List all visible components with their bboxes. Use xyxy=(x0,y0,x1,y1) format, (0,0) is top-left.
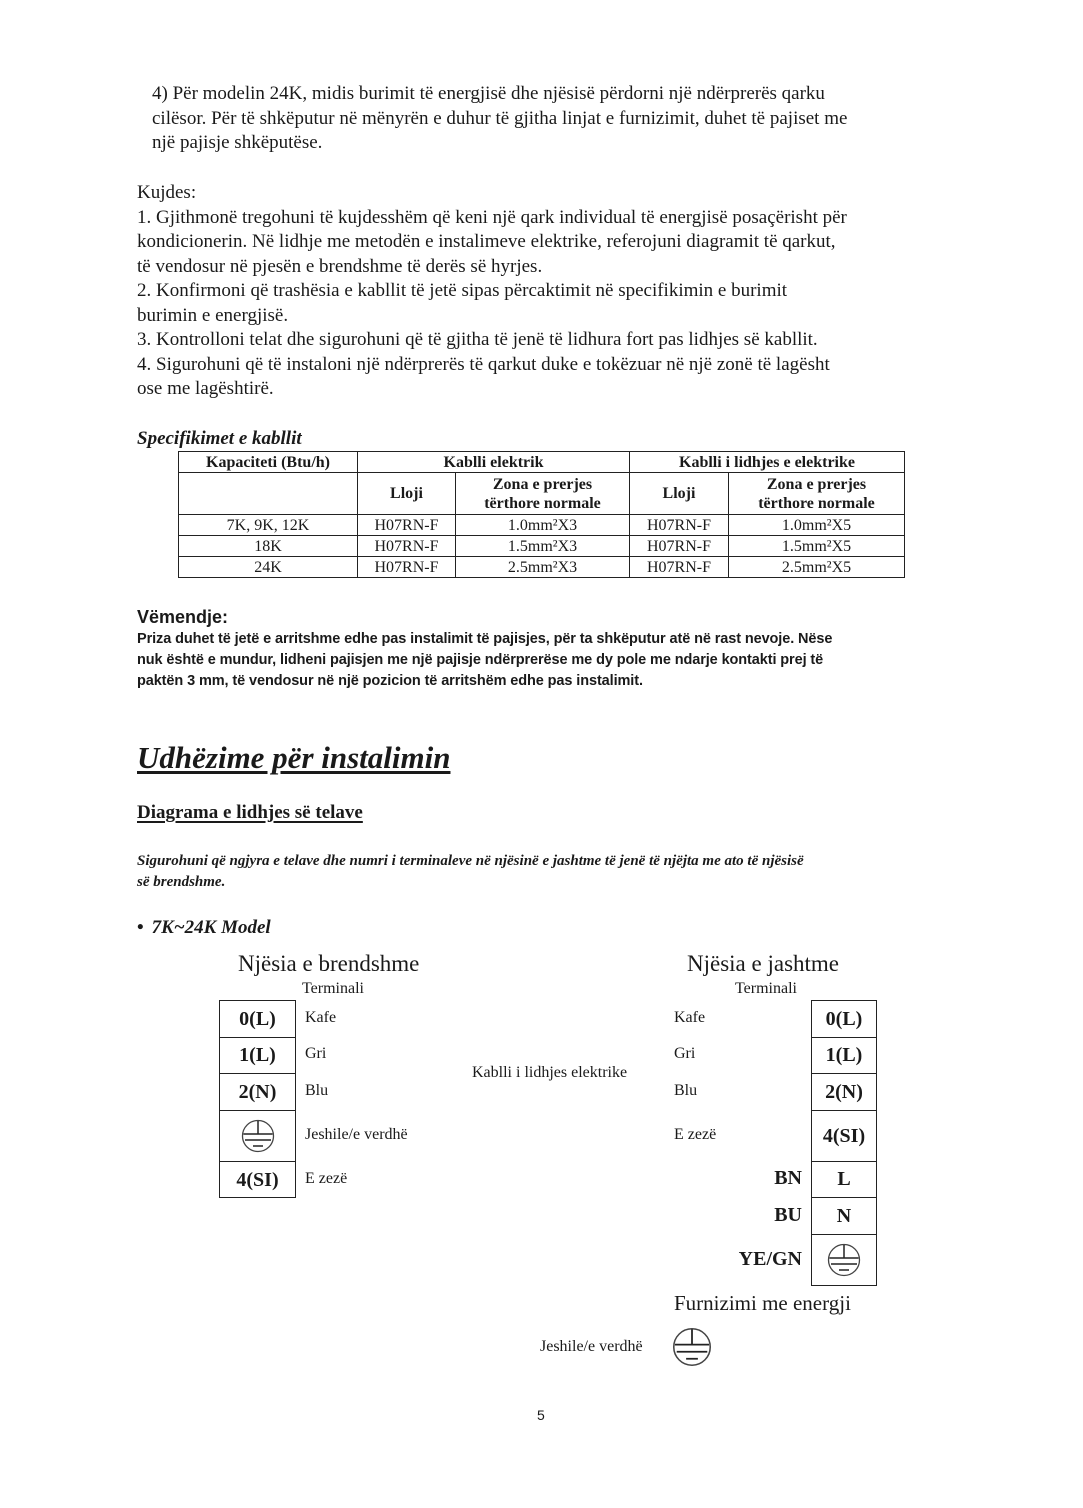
cable-spec-table xyxy=(178,451,905,578)
ground-icon xyxy=(827,1243,861,1277)
text-line: paktën 3 mm, të vendosur në një pozicion të arritshëm edhe pas instalimit. xyxy=(137,673,643,689)
table-row xyxy=(179,557,905,578)
intro-item-4 xyxy=(152,82,972,156)
terminal: N xyxy=(812,1198,876,1235)
header-conn-section: Zona e prerjes tërthore normale xyxy=(729,473,905,515)
terminal: 1(L) xyxy=(220,1038,295,1074)
indoor-unit-title: Njësia e brendshme xyxy=(238,951,420,976)
wiring-note xyxy=(137,851,957,893)
text-line: së brendshme. xyxy=(137,874,226,890)
text-line: 3. Kontrolloni telat dhe sigurohuni që të gjitha të jenë të lidhura fort pas lidhjes së kabllit. xyxy=(137,329,818,350)
text-line: ose me lagështirë. xyxy=(137,378,274,399)
terminal: 1(L) xyxy=(812,1038,876,1074)
cell-capacity: 18K xyxy=(179,536,358,557)
terminal: 4(SI) xyxy=(812,1111,876,1162)
terminal: 0(L) xyxy=(220,1001,295,1038)
wire-color-label: E zezë xyxy=(305,1170,348,1187)
cell-conn-section: 2.5mm²X5 xyxy=(729,557,905,578)
vemendje-title: Vëmendje: xyxy=(137,607,229,627)
header-empty xyxy=(179,473,358,515)
header-capacity: Kapaciteti (Btu/h) xyxy=(179,452,358,473)
wire-color-label: E zezë xyxy=(674,1126,717,1143)
terminal: 2(N) xyxy=(220,1074,295,1111)
kujdes-title: Kujdes: xyxy=(137,182,197,203)
indoor-terminal-block xyxy=(219,1000,296,1198)
text-line: Sigurohuni që ngjyra e telave dhe numri i terminaleve në njësinë e jashtme të jenë të njëjta me ato të njësisë xyxy=(137,853,804,869)
cell-power-type: H07RN-F xyxy=(358,536,456,557)
text-line: nuk është e mundur, lidheni pajisjen me një pajisje ndërprerëse me dy pole me ndarje kontakti prej të xyxy=(137,652,824,668)
wire-color-label: Blu xyxy=(674,1082,698,1099)
text-line: cilësor. Për të shkëputur në mënyrën e duhur të gjitha linjat e furnizimit, duhet të pajiset me xyxy=(152,107,848,129)
terminal: 4(SI) xyxy=(236,1168,279,1191)
page-title: Udhëzime për instalimin xyxy=(137,740,451,775)
connection-cable-label: Kablli i lidhjes elektrike xyxy=(472,1064,628,1081)
cell-conn-section: 1.0mm²X5 xyxy=(729,515,905,536)
cell-power-section: 1.0mm²X3 xyxy=(456,515,630,536)
text-line: një pajisje shkëputëse. xyxy=(152,132,323,153)
outdoor-terminal-block xyxy=(811,1000,877,1286)
wire-color-label: Jeshile/e verdhë xyxy=(305,1126,408,1143)
outdoor-unit-title: Njësia e jashtme xyxy=(687,951,840,976)
page-number: 5 xyxy=(537,1407,545,1423)
terminal: 2(N) xyxy=(812,1074,876,1111)
indoor-terminal-label: Terminali xyxy=(302,980,364,997)
header-conn-type: Lloji xyxy=(630,473,729,515)
wire-color-label: Gri xyxy=(674,1045,696,1062)
wire-color-label: Kafe xyxy=(674,1009,706,1026)
header-power-type: Lloji xyxy=(358,473,456,515)
vemendje-body xyxy=(137,629,957,692)
text-line: të vendosur në pjesën e brendshme të derës së hyrjes. xyxy=(137,255,543,277)
text-line: Priza duhet të jetë e arritshme edhe pas instalimit të pajisjes, për ta shkëputur atë në rast nevoje. Nëse xyxy=(137,631,833,647)
table-row xyxy=(179,536,905,557)
cell-conn-type: H07RN-F xyxy=(630,557,729,578)
supply-code-label: YE/GN xyxy=(738,1248,802,1270)
text-line: burimin e energjisë. xyxy=(137,304,289,326)
supply-code-label: BN xyxy=(774,1167,802,1189)
cell-capacity: 7K, 9K, 12K xyxy=(179,515,358,536)
table-row xyxy=(179,515,905,536)
model-label: 7K~24K Model xyxy=(151,917,271,938)
model-bullet-item xyxy=(137,917,271,939)
terminal: 0(L) xyxy=(812,1001,876,1038)
text-line: kondicionerin. Në lidhje me metodën e instalimeve elektrike, referojuni diagramit të qarkut, xyxy=(137,231,836,252)
ground-icon xyxy=(672,1327,712,1372)
cell-power-section: 2.5mm²X3 xyxy=(456,557,630,578)
terminal: L xyxy=(812,1162,876,1198)
wire-color-label: Blu xyxy=(305,1082,329,1099)
power-supply-label: Furnizimi me energji xyxy=(674,1291,851,1315)
cell-power-type: H07RN-F xyxy=(358,557,456,578)
cell-power-type: H07RN-F xyxy=(358,515,456,536)
bullet-icon: • xyxy=(137,917,144,938)
cell-power-section: 1.5mm²X3 xyxy=(456,536,630,557)
cell-conn-section: 1.5mm²X5 xyxy=(729,536,905,557)
cell-capacity: 24K xyxy=(179,557,358,578)
terminal-ground xyxy=(220,1111,295,1162)
legend-label: Jeshile/e verdhë xyxy=(540,1338,643,1355)
cell-conn-type: H07RN-F xyxy=(630,536,729,557)
terminal-ground xyxy=(812,1235,876,1285)
header-power-cable: Kablli elektrik xyxy=(358,452,630,473)
ground-icon xyxy=(241,1119,275,1153)
header-power-section: Zona e prerjes tërthore normale xyxy=(456,473,630,515)
spec-table-title: Specifikimet e kabllit xyxy=(137,428,302,449)
cell-conn-type: H07RN-F xyxy=(630,515,729,536)
wire-color-label: Kafe xyxy=(305,1009,337,1026)
outdoor-terminal-label: Terminali xyxy=(735,980,797,997)
section-heading: Diagrama e lidhjes së telave xyxy=(137,802,363,823)
kujdes-section xyxy=(137,181,977,402)
table-subheader-row xyxy=(179,473,905,515)
wire-color-label: Gri xyxy=(305,1045,327,1062)
text-line: 4. Sigurohuni që të instaloni një ndërprerës të qarkut duke e tokëzuar në një zonë të lagësht xyxy=(137,353,830,375)
table-header-row xyxy=(179,452,905,473)
header-connection-cable: Kablli i lidhjes e elektrike xyxy=(630,452,905,473)
text-line: 1. Gjithmonë tregohuni të kujdesshëm që keni një qark individual të energjisë posaçërisht për xyxy=(137,206,847,228)
text-line: 4) Për modelin 24K, midis burimit të energjisë dhe njësisë përdorni një ndërprerës qarku xyxy=(152,83,825,104)
text-line: 2. Konfirmoni që trashësia e kabllit të jetë sipas përcaktimit në specifikimin e burimit xyxy=(137,280,788,301)
supply-code-label: BU xyxy=(774,1204,802,1226)
